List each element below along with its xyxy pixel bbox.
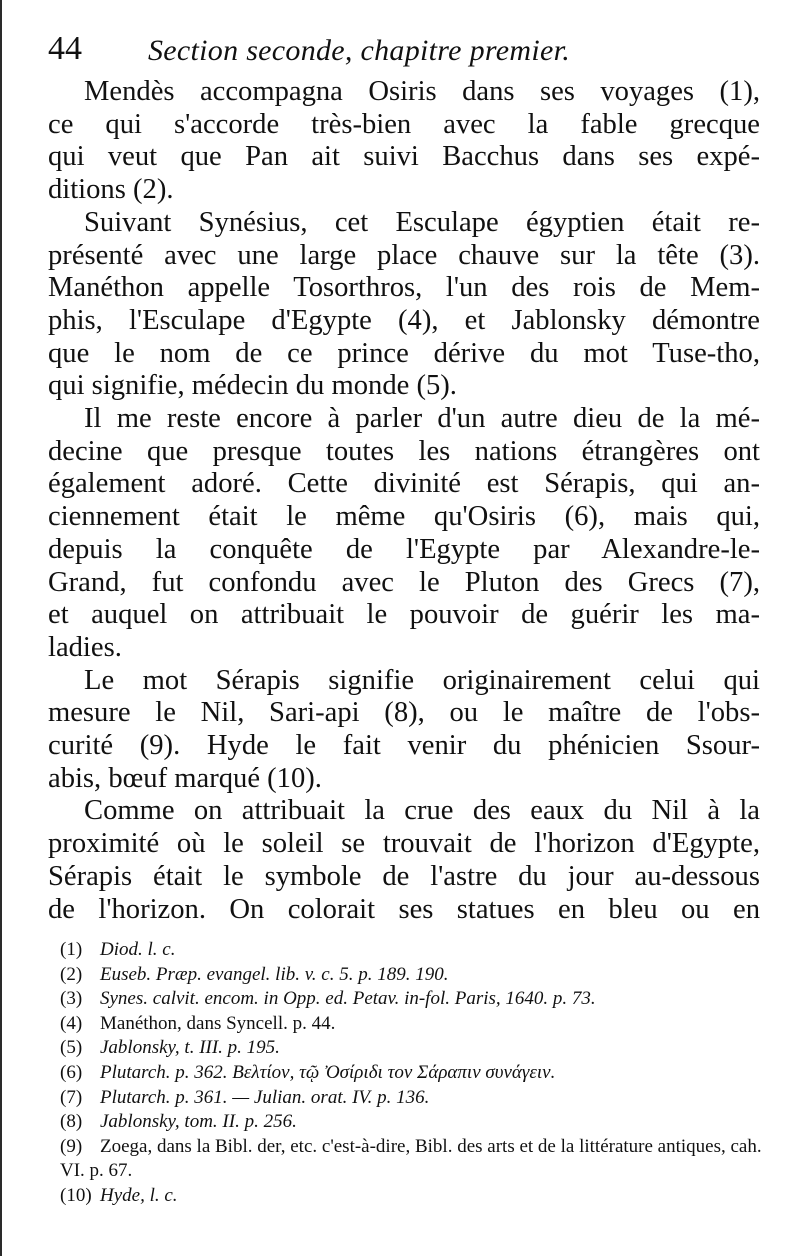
- page-header: [40, 26, 760, 76]
- text-line: qui veut que Pan ait suivi Bacchus dans ses expé-: [48, 141, 760, 173]
- text-line: présenté avec une large place chauve sur la tête (3).: [48, 239, 760, 271]
- footnote-number: (10): [60, 1184, 92, 1206]
- footnote-number: (2): [60, 963, 83, 985]
- text-line: decine que presque toutes les nations étrangères ont: [48, 435, 760, 467]
- paragraph: [48, 665, 760, 763]
- text-line: Manéthon appelle Tosorthros, l'un des rois de Mem-: [48, 272, 760, 304]
- footnote-number: (6): [60, 1061, 83, 1083]
- text-line: curité (9). Hyde le fait venir du phénicien Ssour-: [48, 730, 760, 762]
- footnote: [60, 987, 768, 1012]
- text-line: ciennement était le même qu'Osiris (6), mais qui,: [48, 501, 760, 533]
- text-line: Suivant Synésius, cet Esculape égyptien était re-: [84, 206, 760, 238]
- paragraph: [48, 76, 760, 174]
- footnote-number: (8): [60, 1111, 83, 1133]
- text-line: que le nom de ce prince dérive du mot Tuse-tho,: [48, 337, 760, 369]
- text-line: et auquel on attribuait le pouvoir de guérir les ma-: [48, 599, 760, 631]
- paragraph-end: [48, 632, 760, 665]
- footnote-text: Manéthon, dans Syncell. p. 44.: [100, 1012, 336, 1034]
- footnote-text: Hyde, l. c.: [100, 1184, 178, 1206]
- footnote: [60, 938, 768, 963]
- text-line: phis, l'Esculape d'Egypte (4), et Jablonsky démontre: [48, 304, 760, 336]
- page-number: 44: [48, 30, 82, 67]
- text-line: proximité où le soleil se trouvait de l'horizon d'Egypte,: [48, 828, 760, 860]
- text-line: mesure le Nil, Sari-api (8), ou le maître de l'obs-: [48, 697, 760, 729]
- text-line: Le mot Sérapis signifie originairement celui qui: [84, 664, 760, 696]
- text-line: abis, bœuf marqué (10).: [48, 762, 322, 794]
- footnote: [60, 1012, 768, 1037]
- text-line: qui signifie, médecin du monde (5).: [48, 370, 457, 402]
- text-line: depuis la conquête de l'Egypte par Alexandre-le-: [48, 533, 760, 565]
- footnote-number: (7): [60, 1086, 83, 1108]
- footnote-text: Synes. calvit. encom. in Opp. ed. Petav. in-fol. Paris, 1640. p. 73.: [100, 988, 596, 1010]
- footnote: [60, 1110, 768, 1135]
- footnote-text: Plutarch. p. 361. — Julian. orat. IV. p. 136.: [100, 1086, 430, 1108]
- footnote: [60, 1135, 768, 1184]
- footnote-text: Zoega, dans la Bibl. der, etc. c'est-à-dire, Bibl. des arts et de la littérature antiques, cah. VI. p. 67.: [60, 1135, 762, 1182]
- footnote-text: Jablonsky, t. III. p. 195.: [100, 1037, 280, 1059]
- footnote: [60, 963, 768, 988]
- footnote-number: (1): [60, 939, 83, 960]
- footnote-text: Euseb. Præp. evangel. lib. v. c. 5. p. 189. 190.: [100, 963, 449, 985]
- text-line: ce qui s'accorde très-bien avec la fable grecque: [48, 108, 760, 140]
- footnote: [60, 1184, 768, 1209]
- text-line: également adoré. Cette divinité est Sérapis, qui an-: [48, 468, 760, 500]
- paragraph-end: [48, 174, 760, 207]
- paragraph: [48, 403, 760, 632]
- footnote: [60, 1086, 768, 1111]
- text-line: Comme on attribuait la crue des eaux du Nil à la: [84, 795, 760, 827]
- footnote-number: (3): [60, 988, 83, 1010]
- text-line: ditions (2).: [48, 174, 174, 206]
- paragraph: [48, 207, 760, 371]
- footnote-text: Jablonsky, tom. II. p. 256.: [100, 1111, 297, 1133]
- page-edge: [0, 0, 2, 1256]
- paragraph-end: [48, 370, 760, 403]
- main-text: [48, 76, 760, 926]
- footnote-number: (9): [60, 1135, 83, 1157]
- footnotes: [60, 938, 768, 1209]
- paragraph-end: [48, 763, 760, 796]
- text-line: ladies.: [48, 631, 122, 663]
- footnote-text: Plutarch. p. 362. Βελτίον, τῷ Ὀσίριδι τον Σάραπιν συνάγειν.: [100, 1061, 556, 1083]
- footnote-number: (4): [60, 1012, 83, 1034]
- text-line: Il me reste encore à parler d'un autre dieu de la mé-: [84, 403, 760, 435]
- text-line: de l'horizon. On colorait ses statues en bleu ou en: [48, 893, 760, 925]
- footnote: [60, 1061, 768, 1086]
- running-title: Section seconde, chapitre premier.: [148, 34, 571, 67]
- text-line: Sérapis était le symbole de l'astre du jour au-dessous: [48, 860, 760, 892]
- text-line: Mendès accompagna Osiris dans ses voyages (1),: [84, 76, 760, 107]
- paragraph: [48, 795, 760, 926]
- footnote-text: Diod. l. c.: [100, 939, 176, 960]
- footnote: [60, 1036, 768, 1061]
- footnote-number: (5): [60, 1037, 83, 1059]
- text-line: Grand, fut confondu avec le Pluton des Grecs (7),: [48, 566, 760, 598]
